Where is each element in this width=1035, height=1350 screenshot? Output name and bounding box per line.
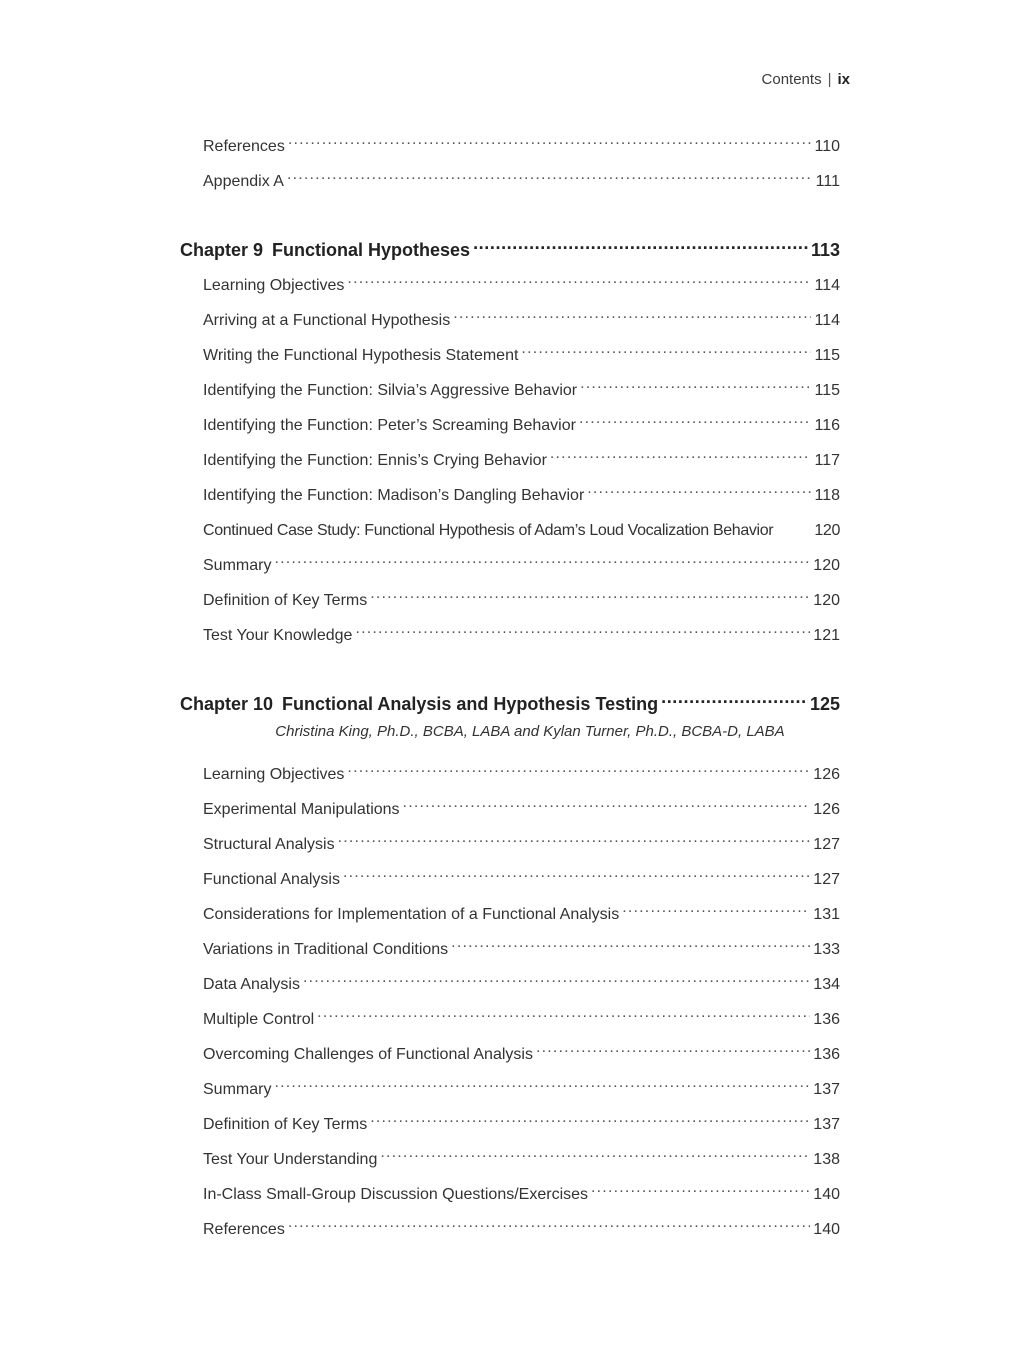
toc-entry-page: 127 <box>813 836 840 853</box>
dot-leader <box>274 548 810 570</box>
toc-entry-page: 120 <box>813 557 840 574</box>
toc-entry-label: References <box>203 138 285 155</box>
toc-entry-label: References <box>203 1221 285 1238</box>
toc-entry-page: 110 <box>814 138 840 155</box>
toc-entry-page: 114 <box>814 312 840 329</box>
toc-entry[interactable] <box>203 583 840 609</box>
dot-leader <box>661 684 808 710</box>
toc-entry[interactable] <box>203 548 840 574</box>
toc-entry[interactable] <box>203 478 840 504</box>
toc-entry[interactable] <box>203 268 840 294</box>
toc-entry[interactable] <box>203 1107 840 1133</box>
toc-entry[interactable] <box>203 1072 840 1098</box>
toc-entry-page: 120 <box>813 592 840 609</box>
dot-leader <box>288 1212 810 1234</box>
toc-entry[interactable] <box>203 932 840 958</box>
dot-leader <box>622 897 810 919</box>
toc-entry-label: Learning Objectives <box>203 766 345 783</box>
toc-entry-label: Continued Case Study: Functional Hypothesis of Adam’s Loud Vocalization Behavior <box>203 522 774 539</box>
dot-leader <box>521 338 811 360</box>
toc-entry-page: 118 <box>814 487 840 504</box>
dot-leader <box>451 932 810 954</box>
toc-entry[interactable] <box>203 338 840 364</box>
dot-leader <box>343 862 810 884</box>
dot-leader <box>287 164 813 186</box>
toc-entry[interactable] <box>203 897 840 923</box>
dot-leader <box>536 1037 810 1059</box>
toc-entry-page: 126 <box>813 766 840 783</box>
running-head-section: Contents <box>761 71 822 88</box>
dot-leader <box>579 408 812 430</box>
toc-entry-page: 114 <box>814 277 840 294</box>
toc-entry[interactable] <box>203 757 840 783</box>
toc-entry-label: Appendix A <box>203 173 284 190</box>
running-head-separator: | <box>827 71 832 88</box>
chapter-9-heading[interactable] <box>180 230 840 260</box>
dot-leader <box>347 268 811 290</box>
toc-entry-label: Summary <box>203 1081 272 1098</box>
dot-leader <box>338 827 811 849</box>
toc-entry[interactable] <box>203 443 840 469</box>
toc-entry-label: Summary <box>203 557 272 574</box>
toc-entry[interactable] <box>203 1037 840 1063</box>
toc-entry[interactable] <box>203 1142 840 1168</box>
toc-entry-page: 140 <box>813 1221 840 1238</box>
dot-leader <box>317 1002 810 1024</box>
toc-entry-appendix-a[interactable] <box>203 164 840 190</box>
dot-leader <box>403 792 811 814</box>
toc-entry-page: 136 <box>813 1046 840 1063</box>
dot-leader <box>580 373 811 395</box>
toc-entry-page: 138 <box>813 1151 840 1168</box>
toc-entry-label: Variations in Traditional Conditions <box>203 941 449 958</box>
toc-entry-page: 117 <box>814 452 840 469</box>
toc-entry-label: Structural Analysis <box>203 836 335 853</box>
dot-leader <box>370 1107 810 1129</box>
toc-entry-page: 116 <box>814 417 840 434</box>
toc-entry-label: Definition of Key Terms <box>203 1116 368 1133</box>
toc-entry-label: Experimental Manipulations <box>203 801 400 818</box>
running-head <box>762 71 850 88</box>
toc-entry-page: 115 <box>814 382 840 399</box>
chapter-number: Chapter 10 <box>180 694 274 714</box>
toc-entry-page: 137 <box>813 1081 840 1098</box>
dot-leader <box>453 303 811 325</box>
toc-entry-page: 115 <box>814 347 840 364</box>
dot-leader <box>473 230 809 256</box>
toc-entry-page: 133 <box>813 941 840 958</box>
dot-leader <box>303 967 810 989</box>
dot-leader <box>591 1177 810 1199</box>
chapter-title: Functional Analysis and Hypothesis Testing <box>282 694 659 714</box>
toc-entry-label: Functional Analysis <box>203 871 340 888</box>
toc-entry-label: Data Analysis <box>203 976 300 993</box>
toc-entry-label: Identifying the Function: Peter’s Screaming Behavior <box>203 417 576 434</box>
toc-entry[interactable] <box>203 1177 840 1203</box>
leader-gap <box>777 513 810 535</box>
toc-entry-label: Definition of Key Terms <box>203 592 368 609</box>
dot-leader <box>587 478 811 500</box>
toc-entry-page: 140 <box>813 1186 840 1203</box>
toc-entry-page: 121 <box>813 627 840 644</box>
toc-entry-page: 134 <box>813 976 840 993</box>
toc-entry-references[interactable] <box>203 129 840 155</box>
toc-entry-page: 137 <box>813 1116 840 1133</box>
toc-entry[interactable] <box>203 1212 840 1238</box>
dot-leader <box>274 1072 810 1094</box>
toc-entry-label: Learning Objectives <box>203 277 345 294</box>
chapter-page: 125 <box>809 694 840 714</box>
chapter-10-heading[interactable] <box>180 684 840 714</box>
toc-entry-page: 131 <box>813 906 840 923</box>
dot-leader <box>355 618 810 640</box>
toc-entry-label: Identifying the Function: Silvia’s Aggressive Behavior <box>203 382 578 399</box>
toc-entry-label: In-Class Small-Group Discussion Questions/Exercises <box>203 1186 589 1203</box>
dot-leader <box>370 583 810 605</box>
toc-entry[interactable] <box>203 373 840 399</box>
chapter-title: Functional Hypotheses <box>272 240 471 260</box>
toc-entry[interactable] <box>203 1002 840 1028</box>
toc-entry[interactable] <box>203 967 840 993</box>
toc-entry-label: Identifying the Function: Ennis’s Crying Behavior <box>203 452 547 469</box>
toc-entry[interactable] <box>203 513 840 539</box>
toc-entry-label: Considerations for Implementation of a Functional Analysis <box>203 906 620 923</box>
toc-entry-label: Writing the Functional Hypothesis Statement <box>203 347 519 364</box>
toc-entry-page: 127 <box>813 871 840 888</box>
toc-entry-label: Identifying the Function: Madison’s Dangling Behavior <box>203 487 585 504</box>
chapter-number: Chapter 9 <box>180 240 264 260</box>
dot-leader <box>380 1142 810 1164</box>
running-head-page-number: ix <box>837 71 850 88</box>
toc-entry-label: Test Your Knowledge <box>203 627 353 644</box>
dot-leader <box>550 443 812 465</box>
toc-entry-page: 111 <box>815 173 840 190</box>
dot-leader <box>347 757 810 779</box>
dot-leader <box>288 129 812 151</box>
toc-entry[interactable] <box>203 792 840 818</box>
toc-entry-page: 120 <box>814 522 840 539</box>
toc-entry-label: Test Your Understanding <box>203 1151 378 1168</box>
toc-entry-page: 126 <box>813 801 840 818</box>
toc-entry[interactable] <box>203 618 840 644</box>
chapter-authors: Christina King, Ph.D., BCBA, LABA and Kylan Turner, Ph.D., BCBA-D, LABA <box>275 723 785 740</box>
chapter-page: 113 <box>810 240 840 260</box>
toc-entry[interactable] <box>203 303 840 329</box>
toc-entry[interactable] <box>203 827 840 853</box>
toc-entry[interactable] <box>203 408 840 434</box>
toc-entry-label: Multiple Control <box>203 1011 315 1028</box>
toc-entry-label: Overcoming Challenges of Functional Analysis <box>203 1046 533 1063</box>
toc-entry-page: 136 <box>813 1011 840 1028</box>
toc-entry-label: Arriving at a Functional Hypothesis <box>203 312 451 329</box>
toc-entry[interactable] <box>203 862 840 888</box>
